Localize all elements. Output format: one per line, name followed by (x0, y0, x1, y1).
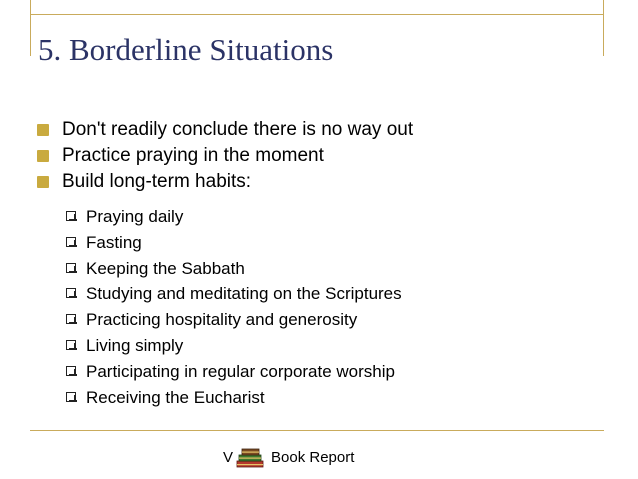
sub-list-item (66, 230, 402, 256)
list-item (36, 169, 413, 195)
box-bullet-icon (66, 288, 76, 298)
box-bullet-icon (66, 237, 76, 247)
sub-bullet-text: Fasting (86, 232, 142, 252)
sub-list-item (66, 333, 402, 359)
sub-list-item (66, 256, 402, 282)
sub-bullet-text: Praying daily (86, 207, 184, 226)
footer-text: Book Report (271, 449, 355, 466)
bullet-text: Don't readily conclude there is no way out (62, 119, 414, 140)
box-bullet-icon (66, 211, 76, 221)
bullet-text: Practice praying in the moment (62, 145, 324, 166)
box-bullet-icon (66, 366, 76, 376)
square-bullet-icon (37, 176, 49, 188)
sub-bullet-list (66, 204, 402, 410)
sub-list-item (66, 359, 402, 385)
sub-list-item (66, 385, 402, 411)
bullet-text: Build long-term habits: (62, 171, 252, 192)
sub-bullet-text: Receiving the Eucharist (86, 387, 265, 407)
box-bullet-icon (66, 314, 76, 324)
sub-bullet-text: Practicing hospitality and generosity (86, 310, 358, 330)
square-bullet-icon (37, 124, 49, 136)
bottom-rule (30, 430, 604, 431)
sub-list-item (66, 281, 402, 307)
books-icon (234, 446, 266, 470)
right-rule (603, 0, 604, 56)
box-bullet-icon (66, 392, 76, 402)
list-item (36, 117, 413, 143)
sub-bullet-text: Studying and meditating on the Scriptures (86, 284, 402, 304)
sub-list-item (66, 204, 402, 230)
left-rule (30, 0, 31, 56)
slide-footer (0, 446, 638, 470)
sub-bullet-text: Keeping the Sabbath (86, 258, 245, 278)
square-bullet-icon (37, 150, 49, 162)
box-bullet-icon (66, 340, 76, 350)
sub-bullet-text: Participating in regular corporate worship (86, 361, 395, 381)
bullet-list (36, 117, 413, 195)
list-item (36, 143, 413, 169)
sub-bullet-text: Living simply (86, 335, 184, 355)
box-bullet-icon (66, 263, 76, 273)
slide-title: 5. Borderline Situations (38, 32, 334, 67)
sub-list-item (66, 307, 402, 333)
top-rule (30, 14, 604, 15)
footer-prefix: V (223, 449, 234, 466)
